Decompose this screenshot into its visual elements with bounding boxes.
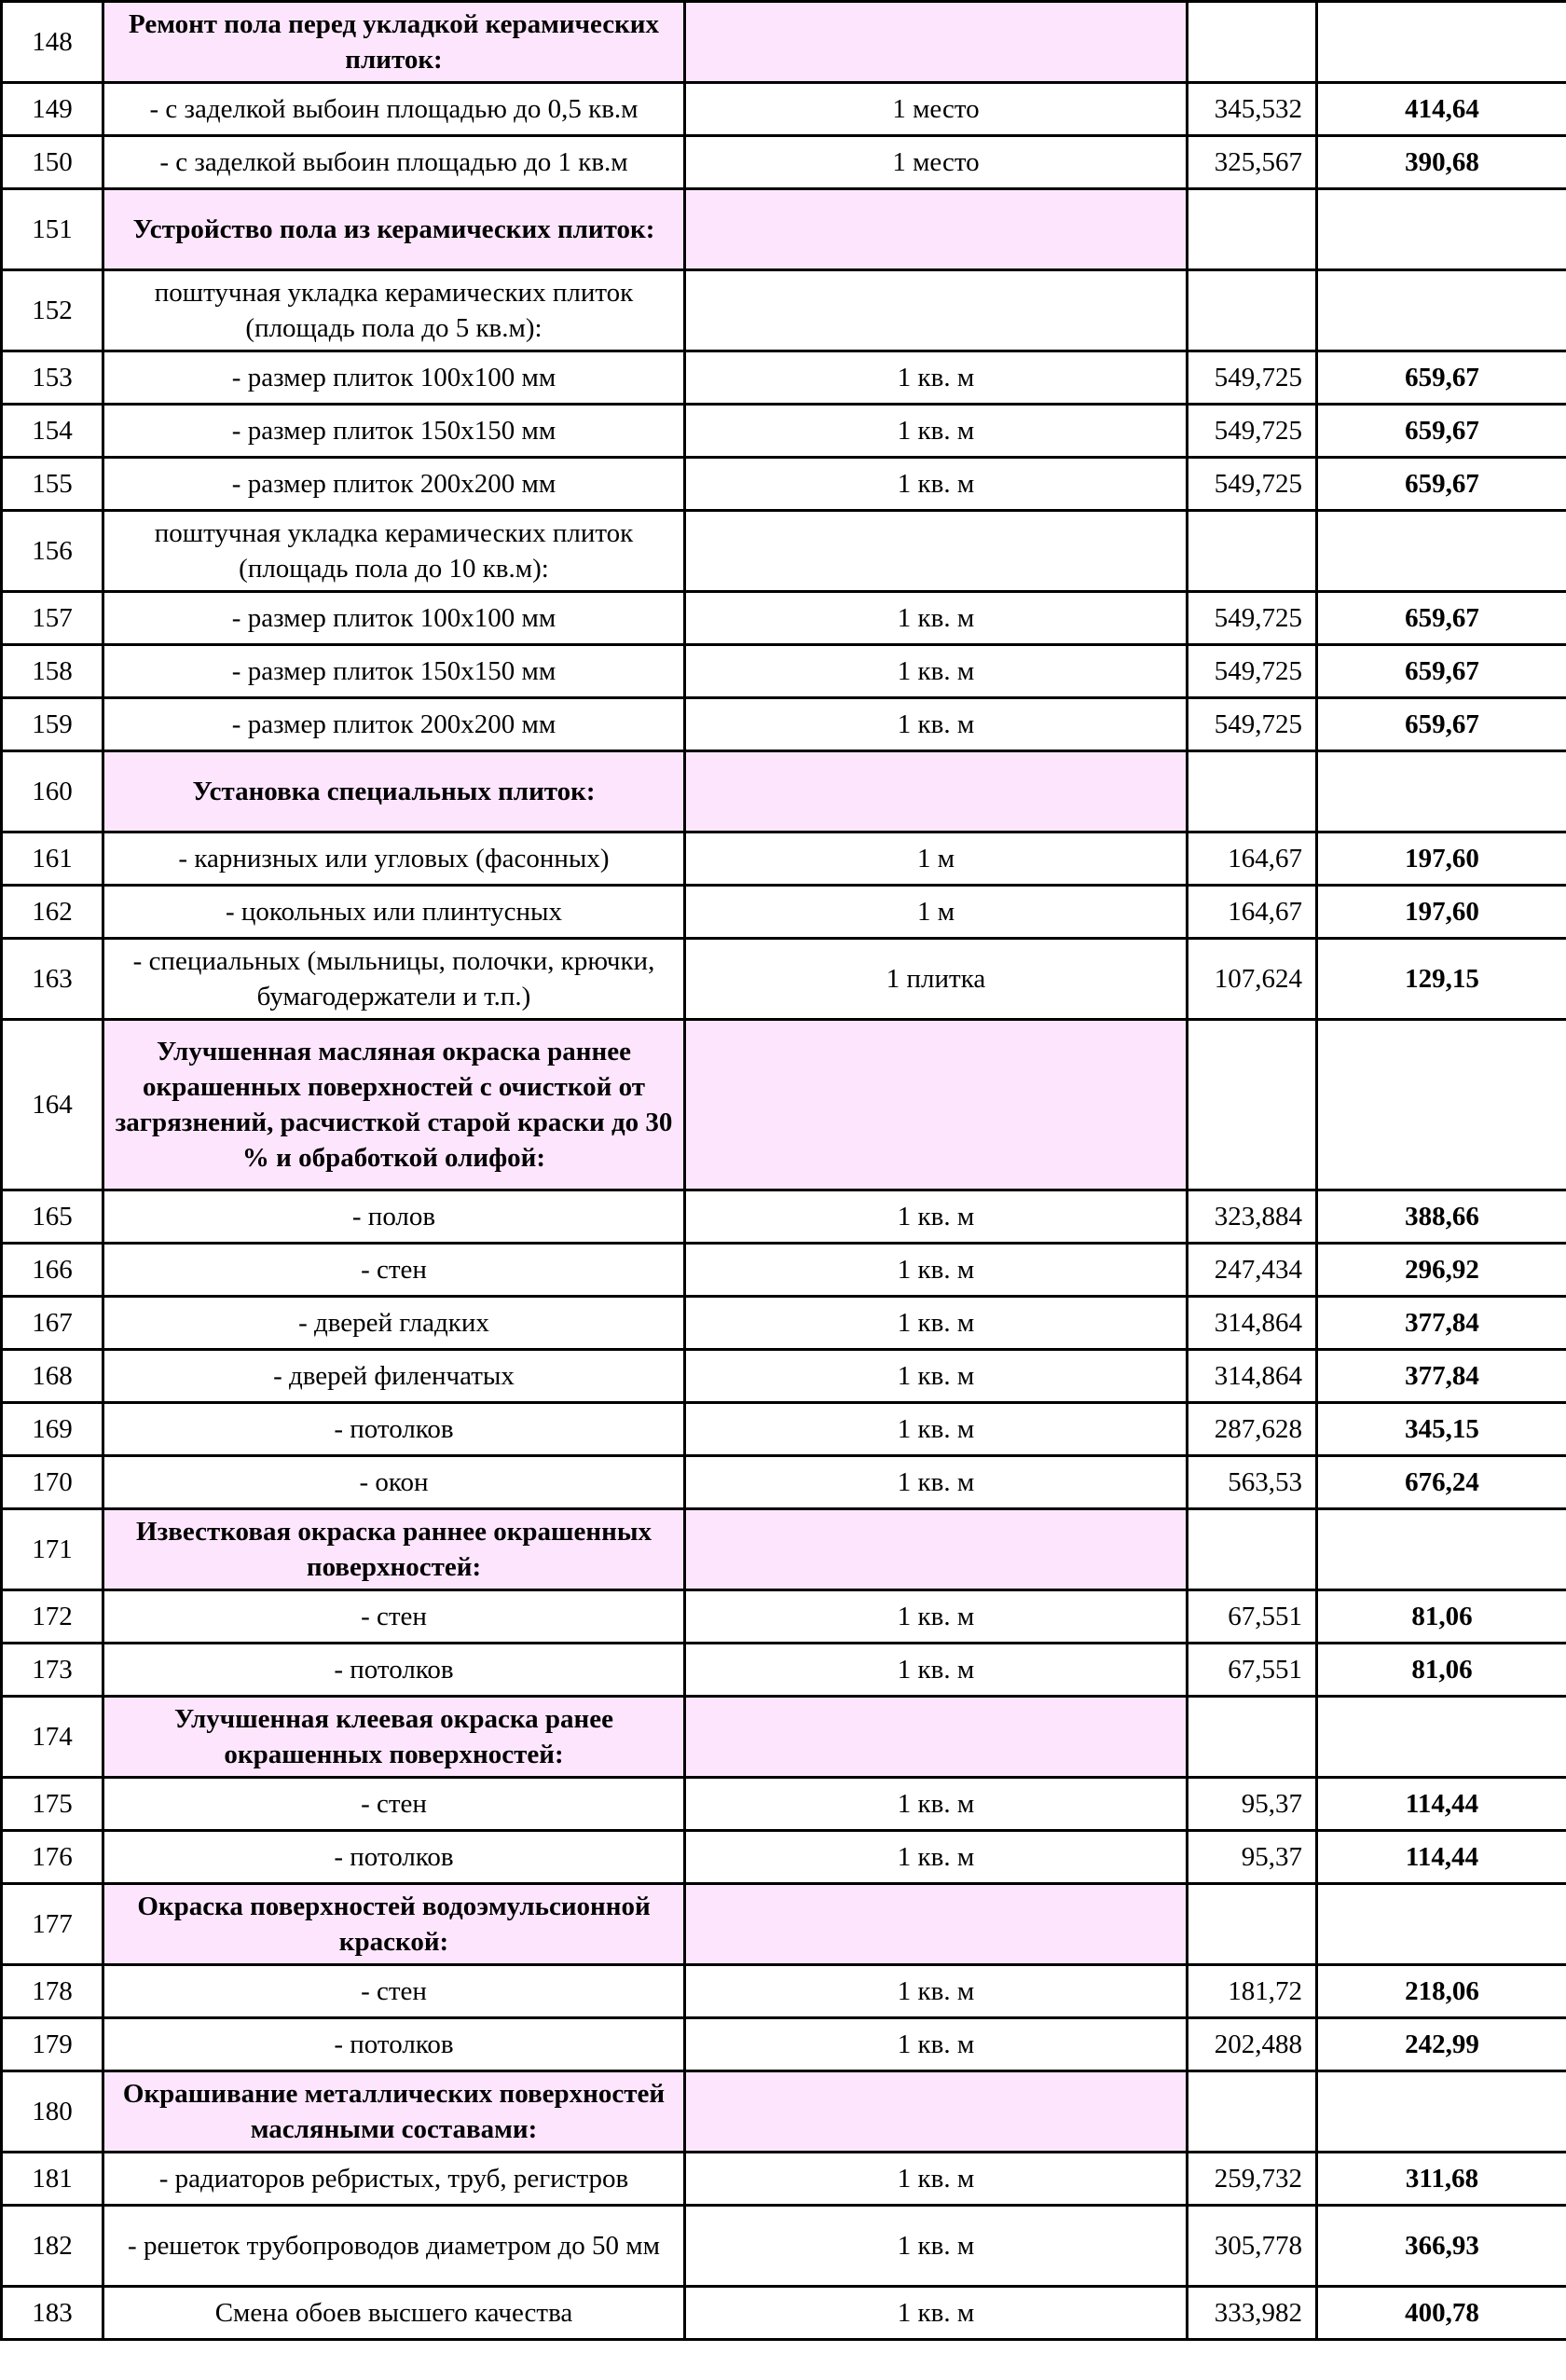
work-description: Окрашивание металлических поверхностей масляными составами: [103, 2071, 685, 2153]
work-description: Устройство пола из керамических плиток: [103, 189, 685, 270]
price-value: 247,434 [1188, 1244, 1317, 1297]
table-row [2, 1590, 1566, 1644]
total-value [1317, 270, 1566, 351]
unit-of-measure: 1 м [685, 886, 1188, 939]
unit-of-measure: 1 кв. м [685, 1644, 1188, 1697]
work-description: - с заделкой выбоин площадью до 0,5 кв.м [103, 83, 685, 136]
row-number: 174 [2, 1697, 103, 1778]
table-row [2, 1403, 1566, 1456]
table-row [2, 2153, 1566, 2206]
price-value: 323,884 [1188, 1190, 1317, 1244]
unit-of-measure: 1 плитка [685, 939, 1188, 1020]
total-value: 81,06 [1317, 1644, 1566, 1697]
total-value: 400,78 [1317, 2287, 1566, 2340]
price-value: 549,725 [1188, 592, 1317, 645]
unit-of-measure [685, 751, 1188, 832]
price-value [1188, 2071, 1317, 2153]
row-number: 181 [2, 2153, 103, 2206]
unit-of-measure: 1 место [685, 136, 1188, 189]
section-header-row [2, 2, 1566, 83]
total-value: 377,84 [1317, 1350, 1566, 1403]
unit-of-measure: 1 кв. м [685, 698, 1188, 751]
work-description: - размер плиток 150х150 мм [103, 645, 685, 698]
unit-of-measure [685, 189, 1188, 270]
price-value: 95,37 [1188, 1778, 1317, 1831]
work-description: - окон [103, 1456, 685, 1509]
total-value: 659,67 [1317, 645, 1566, 698]
work-description: - с заделкой выбоин площадью до 1 кв.м [103, 136, 685, 189]
row-number: 173 [2, 1644, 103, 1697]
unit-of-measure [685, 270, 1188, 351]
total-value [1317, 1884, 1566, 1965]
unit-of-measure [685, 1884, 1188, 1965]
section-header-row [2, 1509, 1566, 1590]
price-value: 95,37 [1188, 1831, 1317, 1884]
work-description: - специальных (мыльницы, полочки, крючки, бумагодержатели и т.п.) [103, 939, 685, 1020]
row-number: 177 [2, 1884, 103, 1965]
total-value [1317, 189, 1566, 270]
work-description: - потолков [103, 1403, 685, 1456]
work-description: - потолков [103, 1831, 685, 1884]
price-value: 181,72 [1188, 1965, 1317, 2018]
price-value [1188, 1884, 1317, 1965]
work-description: - стен [103, 1244, 685, 1297]
row-number: 157 [2, 592, 103, 645]
row-number: 155 [2, 458, 103, 511]
price-value: 67,551 [1188, 1590, 1317, 1644]
price-value: 67,551 [1188, 1644, 1317, 1697]
row-number: 178 [2, 1965, 103, 2018]
row-number: 162 [2, 886, 103, 939]
row-number: 172 [2, 1590, 103, 1644]
unit-of-measure: 1 кв. м [685, 1244, 1188, 1297]
row-number: 164 [2, 1020, 103, 1190]
work-description: - дверей гладких [103, 1297, 685, 1350]
total-value: 129,15 [1317, 939, 1566, 1020]
table-row [2, 458, 1566, 511]
unit-of-measure [685, 1509, 1188, 1590]
table-row [2, 886, 1566, 939]
total-value: 218,06 [1317, 1965, 1566, 2018]
row-number: 167 [2, 1297, 103, 1350]
row-number: 183 [2, 2287, 103, 2340]
unit-of-measure: 1 кв. м [685, 1190, 1188, 1244]
price-value [1188, 2, 1317, 83]
row-number: 175 [2, 1778, 103, 1831]
table-row [2, 1350, 1566, 1403]
price-value [1188, 751, 1317, 832]
price-value: 549,725 [1188, 351, 1317, 405]
section-header-row [2, 189, 1566, 270]
price-value: 202,488 [1188, 2018, 1317, 2071]
row-number: 179 [2, 2018, 103, 2071]
work-description: - размер плиток 150х150 мм [103, 405, 685, 458]
work-description: - решеток трубопроводов диаметром до 50 мм [103, 2206, 685, 2287]
unit-of-measure [685, 1020, 1188, 1190]
unit-of-measure: 1 кв. м [685, 1350, 1188, 1403]
price-value: 259,732 [1188, 2153, 1317, 2206]
work-description: Улучшенная клеевая окраска ранее окрашенных поверхностей: [103, 1697, 685, 1778]
row-number: 161 [2, 832, 103, 886]
row-number: 163 [2, 939, 103, 1020]
unit-of-measure: 1 кв. м [685, 1456, 1188, 1509]
total-value: 345,15 [1317, 1403, 1566, 1456]
row-number: 158 [2, 645, 103, 698]
table-row [2, 1778, 1566, 1831]
work-description: - размер плиток 100х100 мм [103, 351, 685, 405]
unit-of-measure: 1 кв. м [685, 592, 1188, 645]
price-value [1188, 1697, 1317, 1778]
table-row [2, 645, 1566, 698]
unit-of-measure: 1 кв. м [685, 1831, 1188, 1884]
total-value: 659,67 [1317, 698, 1566, 751]
work-description: - потолков [103, 2018, 685, 2071]
row-number: 156 [2, 511, 103, 592]
table-row [2, 1965, 1566, 2018]
table-row [2, 592, 1566, 645]
table-row [2, 351, 1566, 405]
work-description: - потолков [103, 1644, 685, 1697]
table-row [2, 83, 1566, 136]
price-value: 549,725 [1188, 458, 1317, 511]
table-row [2, 2206, 1566, 2287]
price-value: 164,67 [1188, 832, 1317, 886]
row-number: 160 [2, 751, 103, 832]
price-value: 563,53 [1188, 1456, 1317, 1509]
unit-of-measure [685, 2, 1188, 83]
price-value: 305,778 [1188, 2206, 1317, 2287]
total-value: 388,66 [1317, 1190, 1566, 1244]
unit-of-measure [685, 511, 1188, 592]
work-description: - стен [103, 1965, 685, 2018]
unit-of-measure: 1 кв. м [685, 2206, 1188, 2287]
work-description: Известковая окраска раннее окрашенных поверхностей: [103, 1509, 685, 1590]
section-header-row [2, 1020, 1566, 1190]
work-description: Ремонт пола перед укладкой керамических плиток: [103, 2, 685, 83]
price-value: 314,864 [1188, 1297, 1317, 1350]
unit-of-measure: 1 кв. м [685, 2153, 1188, 2206]
table-row [2, 698, 1566, 751]
unit-of-measure [685, 1697, 1188, 1778]
row-number: 182 [2, 2206, 103, 2287]
total-value [1317, 751, 1566, 832]
table-row [2, 270, 1566, 351]
row-number: 168 [2, 1350, 103, 1403]
unit-of-measure: 1 кв. м [685, 2018, 1188, 2071]
work-description: поштучная укладка керамических плиток (площадь пола до 10 кв.м): [103, 511, 685, 592]
total-value: 676,24 [1317, 1456, 1566, 1509]
table-row [2, 939, 1566, 1020]
total-value: 366,93 [1317, 2206, 1566, 2287]
total-value [1317, 2071, 1566, 2153]
row-number: 153 [2, 351, 103, 405]
total-value: 242,99 [1317, 2018, 1566, 2071]
total-value: 197,60 [1317, 832, 1566, 886]
row-number: 169 [2, 1403, 103, 1456]
total-value [1317, 511, 1566, 592]
total-value: 114,44 [1317, 1831, 1566, 1884]
work-description: - размер плиток 100х100 мм [103, 592, 685, 645]
row-number: 151 [2, 189, 103, 270]
row-number: 149 [2, 83, 103, 136]
price-value: 345,532 [1188, 83, 1317, 136]
row-number: 152 [2, 270, 103, 351]
work-description: Улучшенная масляная окраска раннее окрашенных поверхностей с очисткой от загрязнений, расчисткой старой краски до 30 % и обработкой олифой: [103, 1020, 685, 1190]
table-row [2, 1297, 1566, 1350]
work-description: поштучная укладка керамических плиток (площадь пола до 5 кв.м): [103, 270, 685, 351]
price-value: 549,725 [1188, 645, 1317, 698]
work-description: - размер плиток 200х200 мм [103, 458, 685, 511]
row-number: 148 [2, 2, 103, 83]
price-value: 333,982 [1188, 2287, 1317, 2340]
work-description: - карнизных или угловых (фасонных) [103, 832, 685, 886]
table-row [2, 2287, 1566, 2340]
unit-of-measure: 1 кв. м [685, 1965, 1188, 2018]
price-value [1188, 270, 1317, 351]
price-value: 164,67 [1188, 886, 1317, 939]
unit-of-measure: 1 кв. м [685, 405, 1188, 458]
work-description: - стен [103, 1778, 685, 1831]
total-value [1317, 1509, 1566, 1590]
total-value [1317, 2, 1566, 83]
unit-of-measure: 1 кв. м [685, 645, 1188, 698]
row-number: 180 [2, 2071, 103, 2153]
table-row [2, 1244, 1566, 1297]
work-description: - радиаторов ребристых, труб, регистров [103, 2153, 685, 2206]
table-row [2, 136, 1566, 189]
total-value: 390,68 [1317, 136, 1566, 189]
unit-of-measure: 1 кв. м [685, 1297, 1188, 1350]
row-number: 159 [2, 698, 103, 751]
table-row [2, 511, 1566, 592]
unit-of-measure: 1 м [685, 832, 1188, 886]
work-description: - цокольных или плинтусных [103, 886, 685, 939]
unit-of-measure: 1 кв. м [685, 351, 1188, 405]
total-value: 659,67 [1317, 405, 1566, 458]
price-value [1188, 511, 1317, 592]
work-description: Установка специальных плиток: [103, 751, 685, 832]
work-description: - полов [103, 1190, 685, 1244]
section-header-row [2, 1697, 1566, 1778]
price-value [1188, 189, 1317, 270]
total-value: 81,06 [1317, 1590, 1566, 1644]
row-number: 166 [2, 1244, 103, 1297]
table-row [2, 1831, 1566, 1884]
price-value: 549,725 [1188, 405, 1317, 458]
unit-of-measure: 1 кв. м [685, 1403, 1188, 1456]
total-value: 114,44 [1317, 1778, 1566, 1831]
section-header-row [2, 1884, 1566, 1965]
table-row [2, 1190, 1566, 1244]
section-header-row [2, 2071, 1566, 2153]
price-value: 325,567 [1188, 136, 1317, 189]
work-description: - размер плиток 200х200 мм [103, 698, 685, 751]
table-row [2, 2018, 1566, 2071]
work-description: - стен [103, 1590, 685, 1644]
row-number: 150 [2, 136, 103, 189]
table-row [2, 1644, 1566, 1697]
total-value: 197,60 [1317, 886, 1566, 939]
price-value: 314,864 [1188, 1350, 1317, 1403]
table-row [2, 832, 1566, 886]
total-value: 659,67 [1317, 458, 1566, 511]
row-number: 170 [2, 1456, 103, 1509]
unit-of-measure: 1 кв. м [685, 1590, 1188, 1644]
work-description: Окраска поверхностей водоэмульсионной краской: [103, 1884, 685, 1965]
row-number: 165 [2, 1190, 103, 1244]
unit-of-measure: 1 кв. м [685, 2287, 1188, 2340]
unit-of-measure: 1 кв. м [685, 1778, 1188, 1831]
total-value: 659,67 [1317, 592, 1566, 645]
section-header-row [2, 751, 1566, 832]
price-value: 549,725 [1188, 698, 1317, 751]
total-value: 296,92 [1317, 1244, 1566, 1297]
total-value [1317, 1020, 1566, 1190]
unit-of-measure: 1 кв. м [685, 458, 1188, 511]
row-number: 154 [2, 405, 103, 458]
work-description: - дверей филенчатых [103, 1350, 685, 1403]
total-value: 311,68 [1317, 2153, 1566, 2206]
work-description: Смена обоев высшего качества [103, 2287, 685, 2340]
table-row [2, 1456, 1566, 1509]
price-value [1188, 1509, 1317, 1590]
row-number: 176 [2, 1831, 103, 1884]
unit-of-measure [685, 2071, 1188, 2153]
unit-of-measure: 1 место [685, 83, 1188, 136]
row-number: 171 [2, 1509, 103, 1590]
total-value: 659,67 [1317, 351, 1566, 405]
total-value: 377,84 [1317, 1297, 1566, 1350]
total-value: 414,64 [1317, 83, 1566, 136]
price-value [1188, 1020, 1317, 1190]
table-row [2, 405, 1566, 458]
total-value [1317, 1697, 1566, 1778]
price-table-body [2, 2, 1566, 2340]
price-value: 107,624 [1188, 939, 1317, 1020]
price-value: 287,628 [1188, 1403, 1317, 1456]
